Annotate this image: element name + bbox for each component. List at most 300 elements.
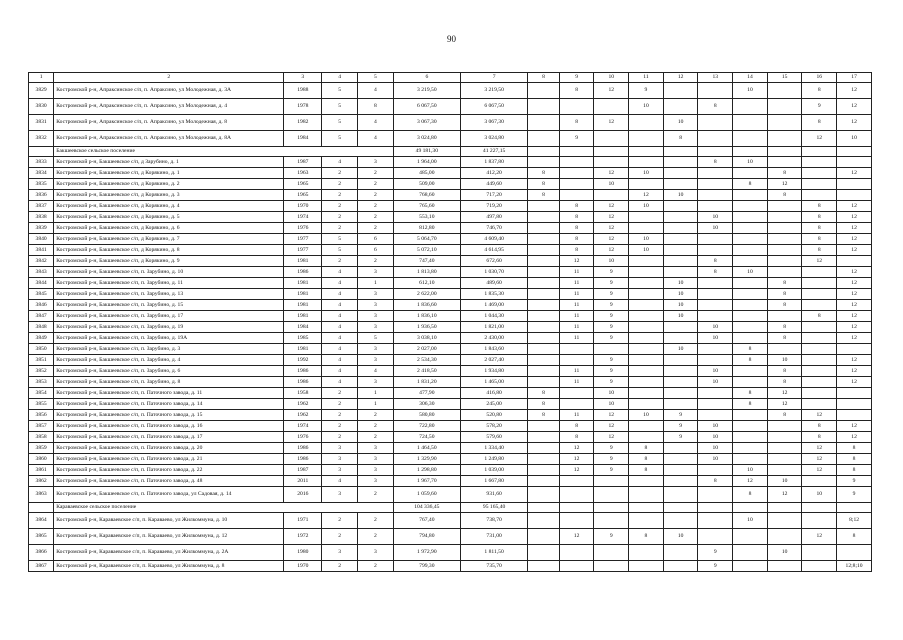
table-cell: 8 <box>698 99 733 115</box>
header-cell: 10 <box>594 73 629 83</box>
table-cell: 11 <box>559 278 594 289</box>
table-cell: 2 <box>322 179 358 190</box>
table-cell: 9 <box>594 322 629 333</box>
table-cell: 1963 <box>284 168 322 179</box>
table-cell: 8 <box>698 476 733 487</box>
table-cell: 2 <box>357 421 393 432</box>
table-cell: 1972 <box>284 529 322 545</box>
table-cell: 1978 <box>284 99 322 115</box>
table-cell <box>837 545 872 561</box>
table-row <box>29 561 872 572</box>
table-cell: 12 <box>837 300 872 311</box>
table-cell: 1 <box>357 278 393 289</box>
table-cell <box>629 388 664 399</box>
table-cell: 8 <box>528 388 560 399</box>
table-cell: 4 <box>357 366 393 377</box>
table-cell: 2 <box>357 168 393 179</box>
table-cell: 3845 <box>29 289 54 300</box>
table-cell <box>594 99 629 115</box>
table-cell: 724,50 <box>393 432 460 443</box>
table-cell: 12 <box>767 487 802 503</box>
table-cell: 3842 <box>29 256 54 267</box>
table-cell: 8 <box>698 157 733 168</box>
table-row <box>29 545 872 561</box>
table-cell <box>698 300 733 311</box>
table-cell <box>528 529 560 545</box>
table-cell <box>663 476 698 487</box>
table-cell: 3 219,50 <box>460 83 527 99</box>
table-cell <box>528 278 560 289</box>
table-cell: 12 <box>594 410 629 421</box>
address-cell: Костромской р-н, Бакшеевское с/п, п. Паточного завода, д. 48 <box>54 476 284 487</box>
section-title: Караваевское сельское поселение <box>54 503 393 513</box>
table-cell: 12 <box>837 212 872 223</box>
table-cell: 3855 <box>29 399 54 410</box>
table-cell: 3851 <box>29 355 54 366</box>
table-cell: 812,80 <box>393 223 460 234</box>
table-cell: 10 <box>698 454 733 465</box>
table-cell: 3 <box>357 289 393 300</box>
table-cell <box>698 399 733 410</box>
table-cell: 1 469,00 <box>460 300 527 311</box>
section-title: Бакшеевское сельское поселение <box>54 147 393 157</box>
table-cell: 12 <box>837 278 872 289</box>
header-cell: 17 <box>837 73 872 83</box>
table-cell <box>837 410 872 421</box>
table-cell <box>528 83 560 99</box>
table-cell <box>802 545 837 561</box>
table-cell: 1986 <box>284 366 322 377</box>
table-cell: 9 <box>663 421 698 432</box>
table-cell: 765,60 <box>393 201 460 212</box>
table-cell: 1 334,40 <box>460 443 527 454</box>
table-cell: 9 <box>594 311 629 322</box>
table-cell <box>733 289 768 300</box>
table-cell: 8 <box>528 168 560 179</box>
table-cell: 1 <box>357 399 393 410</box>
table-cell <box>663 487 698 503</box>
table-cell <box>837 256 872 267</box>
table-cell <box>663 157 698 168</box>
table-cell <box>767 212 802 223</box>
table-cell: 9 <box>594 443 629 454</box>
table-cell <box>663 201 698 212</box>
header-row <box>29 73 872 83</box>
table-cell: 2 <box>322 410 358 421</box>
table-cell: 2 <box>357 212 393 223</box>
address-cell: Костромской р-н, Бакшеевское с/п, д Корякино, д. 3 <box>54 190 284 201</box>
table-cell: 12 <box>837 99 872 115</box>
address-cell: Костромской р-н, Бакшеевское с/п, д Корякино, д. 9 <box>54 256 284 267</box>
table-cell: 3834 <box>29 168 54 179</box>
table-cell: 2 <box>322 561 358 572</box>
table-row <box>29 201 872 212</box>
table-cell: 8 <box>802 83 837 99</box>
table-cell: 8 <box>767 366 802 377</box>
table-cell: 1 835,30 <box>460 289 527 300</box>
table-cell: 10 <box>663 115 698 131</box>
table-cell: 2 <box>322 513 358 529</box>
table-cell <box>663 355 698 366</box>
table-cell <box>663 399 698 410</box>
table-cell: 10 <box>663 289 698 300</box>
table-cell <box>767 115 802 131</box>
table-cell <box>629 503 664 513</box>
table-row <box>29 366 872 377</box>
table-cell: 3865 <box>29 529 54 545</box>
header-cell: 5 <box>357 73 393 83</box>
table-cell <box>663 503 698 513</box>
table-cell <box>837 147 872 157</box>
table-cell: 2 <box>357 432 393 443</box>
table-cell <box>767 465 802 476</box>
table-cell: 3 <box>357 311 393 322</box>
table-cell: 9 <box>594 465 629 476</box>
table-cell: 3852 <box>29 366 54 377</box>
table-row <box>29 212 872 223</box>
table-row <box>29 234 872 245</box>
table-cell: 3 <box>322 487 358 503</box>
table-cell: 1 934,80 <box>460 366 527 377</box>
table-cell <box>663 561 698 572</box>
header-cell: 13 <box>698 73 733 83</box>
table-cell <box>802 278 837 289</box>
table-cell: 10 <box>837 131 872 147</box>
table-cell <box>528 212 560 223</box>
header-cell: 7 <box>460 73 527 83</box>
table-cell: 1 329,90 <box>393 454 460 465</box>
address-cell: Костромской р-н, Бакшеевское с/п, д Зарубино, д. 1 <box>54 157 284 168</box>
table-cell: 12 <box>837 311 872 322</box>
table-cell: 1981 <box>284 300 322 311</box>
table-cell: 3864 <box>29 513 54 529</box>
table-cell <box>528 147 560 157</box>
table-cell <box>663 267 698 278</box>
table-cell: 1 821,00 <box>460 322 527 333</box>
table-cell: 8 <box>802 115 837 131</box>
table-cell: 2 027,40 <box>460 355 527 366</box>
address-cell: Костромской р-н, Бакшеевское с/п, п. Зарубино, д. 19А <box>54 333 284 344</box>
table-cell: 1984 <box>284 322 322 333</box>
table-cell: 2 <box>322 212 358 223</box>
table-cell: 1 <box>357 388 393 399</box>
table-cell: 477,90 <box>393 388 460 399</box>
table-cell: 1 044,30 <box>460 311 527 322</box>
table-cell <box>733 131 768 147</box>
table-cell <box>663 168 698 179</box>
address-cell: Костромской р-н, Караваевское с/п, п. Караваево, ул Жилкоммуна, д. 12 <box>54 529 284 545</box>
header-cell: 1 <box>29 73 54 83</box>
address-cell: Костромской р-н, Бакшеевское с/п, п. Зарубино, д. 4 <box>54 355 284 366</box>
table-row <box>29 388 872 399</box>
table-cell: 9 <box>594 333 629 344</box>
table-cell: 794,80 <box>393 529 460 545</box>
table-cell: 10 <box>802 487 837 503</box>
table-cell: 3849 <box>29 333 54 344</box>
table-cell <box>698 131 733 147</box>
table-cell <box>767 223 802 234</box>
table-cell: 8 <box>837 529 872 545</box>
table-cell: 8 <box>528 179 560 190</box>
table-cell: 12 <box>594 223 629 234</box>
table-cell: 931,60 <box>460 487 527 503</box>
table-cell: 10 <box>698 333 733 344</box>
table-cell <box>802 399 837 410</box>
table-cell: 1974 <box>284 421 322 432</box>
table-cell <box>767 245 802 256</box>
table-cell: 8 <box>528 190 560 201</box>
table-cell: 520,80 <box>460 410 527 421</box>
table-cell: 10 <box>733 465 768 476</box>
table-cell <box>802 179 837 190</box>
table-cell <box>629 399 664 410</box>
table-cell: 5 <box>322 131 358 147</box>
table-cell: 4 <box>322 322 358 333</box>
table-cell <box>663 83 698 99</box>
address-cell: Костромской р-н, Апраксинское с/п, п. Апраксино, ул Молодежная, д. 8 <box>54 115 284 131</box>
table-cell: 9 <box>594 454 629 465</box>
table-cell: 1 843,60 <box>460 344 527 355</box>
page-number: 90 <box>447 34 456 44</box>
table-cell: 3829 <box>29 83 54 99</box>
table-cell: 3 219,50 <box>393 83 460 99</box>
table-cell <box>802 561 837 572</box>
table-cell: 1981 <box>284 256 322 267</box>
table-cell: 489,60 <box>460 278 527 289</box>
address-cell: Костромской р-н, Бакшеевское с/п, п. Зарубино, д. 8 <box>54 377 284 388</box>
table-cell: 3 <box>357 344 393 355</box>
section-row <box>29 147 872 157</box>
table-cell: 3 <box>357 454 393 465</box>
table-cell: 9 <box>698 561 733 572</box>
table-cell <box>594 344 629 355</box>
address-cell: Костромской р-н, Бакшеевское с/п, п. Зарубино, д. 19 <box>54 322 284 333</box>
table-cell <box>559 190 594 201</box>
table-cell <box>629 377 664 388</box>
table-cell <box>559 388 594 399</box>
table-cell: 12 <box>594 212 629 223</box>
header-cell: 4 <box>322 73 358 83</box>
table-cell <box>528 421 560 432</box>
header-cell: 2 <box>54 73 284 83</box>
table-cell <box>29 147 54 157</box>
table-cell <box>733 300 768 311</box>
table-cell: 3 <box>357 377 393 388</box>
table-cell: 11 <box>559 333 594 344</box>
table-cell: 412,20 <box>460 168 527 179</box>
table-cell: 3 <box>322 465 358 476</box>
table-cell: 8 <box>802 432 837 443</box>
table-cell: 2 <box>322 529 358 545</box>
table-cell <box>733 410 768 421</box>
table-cell: 3846 <box>29 300 54 311</box>
table-cell <box>698 465 733 476</box>
table-cell <box>663 99 698 115</box>
table-cell: 12 <box>594 421 629 432</box>
table-cell: 3 <box>322 443 358 454</box>
table-cell: 4 <box>322 157 358 168</box>
table-cell: 9 <box>559 131 594 147</box>
address-cell: Костромской р-н, Бакшеевское с/п, п. Зарубино, д. 6 <box>54 366 284 377</box>
table-cell <box>629 344 664 355</box>
table-cell: 672,60 <box>460 256 527 267</box>
table-cell: 12 <box>837 201 872 212</box>
table-cell: 2 <box>322 190 358 201</box>
table-cell <box>629 267 664 278</box>
table-cell: 9 <box>629 83 664 99</box>
table-cell: 6 067,50 <box>460 99 527 115</box>
table-cell: 3859 <box>29 443 54 454</box>
table-cell <box>663 245 698 256</box>
table-cell <box>629 131 664 147</box>
table-cell: 3847 <box>29 311 54 322</box>
table-cell <box>559 99 594 115</box>
address-cell: Костромской р-н, Апраксинское с/п, п. Апраксино, ул Молодежная, д. 8А <box>54 131 284 147</box>
table-cell: 1 465,00 <box>460 377 527 388</box>
table-cell: 3848 <box>29 322 54 333</box>
table-cell: 8 <box>767 333 802 344</box>
table-cell: 11 <box>559 366 594 377</box>
table-cell: 8 <box>357 99 393 115</box>
table-cell: 10 <box>698 432 733 443</box>
table-cell <box>733 377 768 388</box>
table-row <box>29 300 872 311</box>
table-row <box>29 83 872 99</box>
table-cell: 1 831,20 <box>393 377 460 388</box>
table-cell <box>663 212 698 223</box>
table-cell: 5 <box>322 245 358 256</box>
address-cell: Костромской р-н, Бакшеевское с/п, д Корякино, д. 8 <box>54 245 284 256</box>
table-cell <box>698 355 733 366</box>
table-cell <box>802 476 837 487</box>
table-cell <box>594 545 629 561</box>
table-cell: 1962 <box>284 399 322 410</box>
table-cell: 10 <box>767 355 802 366</box>
table-cell: 2 <box>357 190 393 201</box>
table-cell: 6 067,50 <box>393 99 460 115</box>
table-cell: 3 024,80 <box>393 131 460 147</box>
table-cell <box>594 476 629 487</box>
table-cell <box>733 278 768 289</box>
table-cell: 2 430,00 <box>460 333 527 344</box>
table-cell: 2 <box>357 487 393 503</box>
address-cell: Костромской р-н, Караваевское с/п, п. Караваево, ул Жилкоммуна, д. 10 <box>54 513 284 529</box>
table-cell: 3 <box>357 157 393 168</box>
table-cell: 9 <box>594 278 629 289</box>
address-cell: Костромской р-н, Бакшеевское с/п, п. Паточного завода, д. 15 <box>54 410 284 421</box>
table-cell <box>629 147 664 157</box>
table-row <box>29 410 872 421</box>
table-cell: 768,60 <box>393 190 460 201</box>
table-cell: 3840 <box>29 234 54 245</box>
table-cell <box>698 513 733 529</box>
table-cell: 3 067,30 <box>460 115 527 131</box>
table-cell: 12 <box>837 322 872 333</box>
table-cell: 3 <box>322 454 358 465</box>
table-cell <box>559 355 594 366</box>
table-cell: 12 <box>802 256 837 267</box>
section-total-area: 104 336,45 <box>393 503 460 513</box>
table-cell <box>528 344 560 355</box>
table-cell <box>629 476 664 487</box>
table-cell <box>802 300 837 311</box>
table-cell: 2 <box>357 179 393 190</box>
table-cell <box>528 545 560 561</box>
table-cell: 1982 <box>284 115 322 131</box>
table-cell: 1 030,70 <box>460 267 527 278</box>
table-cell: 3856 <box>29 410 54 421</box>
table-cell <box>698 234 733 245</box>
table-cell: 2 <box>322 168 358 179</box>
table-cell: 3 <box>357 465 393 476</box>
table-cell <box>629 278 664 289</box>
table-row <box>29 443 872 454</box>
table-cell <box>733 190 768 201</box>
table-row <box>29 344 872 355</box>
address-cell: Костромской р-н, Бакшеевское с/п, п. Зарубино, д. 11 <box>54 278 284 289</box>
table-cell: 1977 <box>284 245 322 256</box>
table-cell: 2 <box>322 388 358 399</box>
table-cell: 5 <box>322 99 358 115</box>
table-cell: 1 964,00 <box>393 157 460 168</box>
table-cell <box>629 322 664 333</box>
table-cell <box>629 545 664 561</box>
table-cell <box>663 377 698 388</box>
table-cell: 612,10 <box>393 278 460 289</box>
table-cell <box>528 115 560 131</box>
table-cell: 9 <box>594 377 629 388</box>
table-cell <box>629 333 664 344</box>
table-cell: 4 609,40 <box>460 234 527 245</box>
table-cell: 4 <box>357 131 393 147</box>
table-cell <box>629 157 664 168</box>
table-cell <box>528 256 560 267</box>
address-cell: Костромской р-н, Караваевское с/п, п. Караваево, ул Жилкоммуна, д. 2А <box>54 545 284 561</box>
table-row <box>29 421 872 432</box>
table-cell: 735,70 <box>460 561 527 572</box>
address-cell: Костромской р-н, Бакшеевское с/п, п. Паточного завода, д. 22 <box>54 465 284 476</box>
table-cell: 1984 <box>284 131 322 147</box>
table-cell: 11 <box>559 322 594 333</box>
table-cell: 12 <box>594 234 629 245</box>
table-row <box>29 377 872 388</box>
table-cell: 10 <box>594 388 629 399</box>
table-cell: 8 <box>767 190 802 201</box>
table-cell: 738,70 <box>460 513 527 529</box>
table-cell: 12 <box>837 289 872 300</box>
table-cell <box>528 333 560 344</box>
table-cell <box>802 333 837 344</box>
address-cell: Костромской р-н, Бакшеевское с/п, д Корякино, д. 2 <box>54 179 284 190</box>
table-cell <box>629 561 664 572</box>
table-cell: 9 <box>802 99 837 115</box>
table-cell <box>767 454 802 465</box>
table-row <box>29 99 872 115</box>
table-cell: 2 534,30 <box>393 355 460 366</box>
table-cell <box>802 168 837 179</box>
table-cell <box>698 344 733 355</box>
table-cell <box>559 561 594 572</box>
table-cell: 3861 <box>29 465 54 476</box>
table-cell <box>698 289 733 300</box>
table-cell <box>837 157 872 168</box>
table-cell: 579,60 <box>460 432 527 443</box>
table-cell: 1970 <box>284 561 322 572</box>
table-cell: 8 <box>733 388 768 399</box>
table-cell <box>629 366 664 377</box>
table-cell: 10 <box>663 190 698 201</box>
table-cell: 3844 <box>29 278 54 289</box>
